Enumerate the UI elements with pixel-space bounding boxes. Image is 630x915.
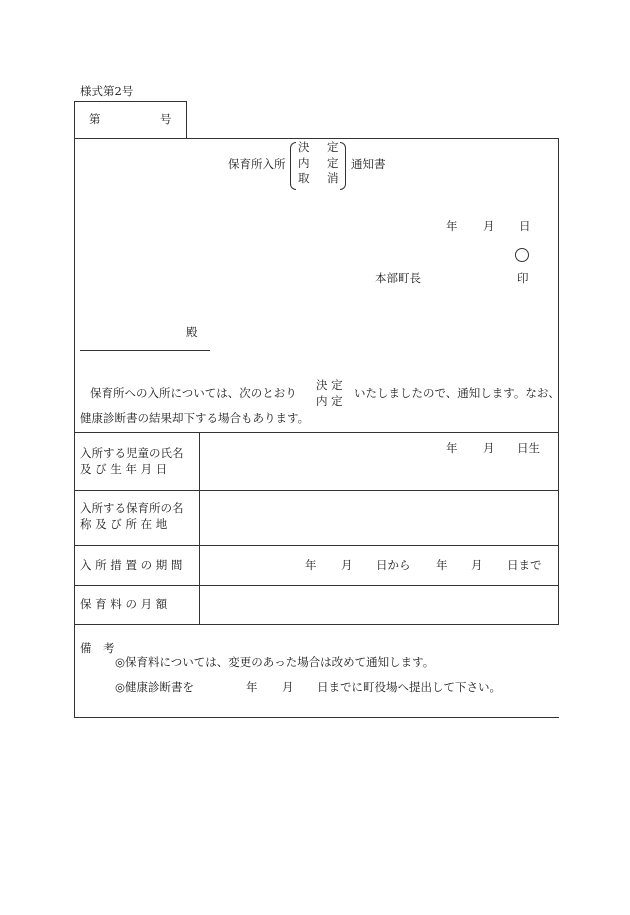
title-suffix: 通知書 <box>351 157 386 171</box>
row3-from-year: 年 <box>305 558 317 572</box>
row3-to-month: 月 <box>471 558 483 572</box>
date-year: 年 <box>446 219 458 233</box>
title-option-2-right: 定 <box>327 156 339 170</box>
issuer-name: 本部町長 <box>375 271 421 285</box>
remarks-line2-year: 年 <box>246 680 258 694</box>
row3-to-year: 年 <box>436 558 448 572</box>
row1-month: 月 <box>483 441 495 455</box>
form-number: 様式第2号 <box>80 84 134 98</box>
title-option-3-right: 消 <box>327 171 339 185</box>
row2-label-line2: 称 及 び 所 在 地 <box>80 517 168 531</box>
number-box-go: 号 <box>160 112 172 126</box>
row3-to-day: 日まで <box>507 558 542 572</box>
table-bottom-border <box>74 624 559 625</box>
number-box-dai: 第 <box>89 112 101 126</box>
number-box-right-border <box>186 101 187 138</box>
addressee-suffix: 殿 <box>186 325 198 339</box>
date-day: 日 <box>519 219 531 233</box>
remarks-line2-suffix: 日までに町役場へ提出して下さい。 <box>317 680 501 694</box>
frame-bottom-border <box>74 717 559 718</box>
body-line1-before: 保育所への入所については、次のとおり <box>90 386 297 400</box>
table-row3-divider <box>74 585 559 586</box>
row1-label-line1: 入所する児童の氏名 <box>80 446 184 460</box>
body-line1-after: いたしましたので、通知します。なお、 <box>354 386 560 400</box>
row1-label-line2: 及 び 生 年 月 日 <box>80 462 168 476</box>
table-column-divider <box>199 432 200 624</box>
row4-label: 保 育 料 の 月 額 <box>80 597 168 611</box>
seal-circle-icon <box>515 248 529 262</box>
row3-label: 入 所 措 置 の 期 間 <box>80 558 183 572</box>
row3-from-month: 月 <box>341 558 353 572</box>
title-option-1-right: 定 <box>327 140 339 154</box>
frame-top-border <box>74 138 559 139</box>
row1-birth: 日生 <box>517 441 540 455</box>
title-option-3-left: 取 <box>298 171 310 185</box>
table-row2-divider <box>74 545 559 546</box>
remarks-heading: 備 考 <box>80 641 115 655</box>
date-month: 月 <box>483 219 495 233</box>
title-option-1-left: 決 <box>298 140 310 154</box>
body-line2: 健康診断書の結果却下する場合もあります。 <box>80 411 310 425</box>
body-choice-top: 決 定 <box>316 378 343 392</box>
addressee-underline <box>80 350 210 351</box>
table-row1-divider <box>74 490 559 491</box>
body-choice-bottom: 内 定 <box>316 394 343 408</box>
title-left-brace <box>290 142 296 190</box>
frame-left-border <box>74 138 75 718</box>
row3-from-day: 日から <box>376 558 411 572</box>
remarks-line2-month: 月 <box>282 680 294 694</box>
number-box-left-border <box>74 101 75 138</box>
title-option-2-left: 内 <box>298 156 310 170</box>
title-right-brace <box>340 142 346 190</box>
title-prefix: 保育所入所 <box>228 157 286 171</box>
remarks-line2-prefix: ◎健康診断書を <box>115 680 195 694</box>
number-box-top-border <box>74 101 186 102</box>
row1-year: 年 <box>446 441 458 455</box>
seal-mark: 印 <box>517 271 529 285</box>
remarks-line1: ◎保育料については、変更のあった場合は改めて通知します。 <box>115 655 435 669</box>
table-top-border <box>74 432 559 433</box>
frame-right-border <box>558 138 559 624</box>
row2-label-line1: 入所する保育所の名 <box>80 501 184 515</box>
